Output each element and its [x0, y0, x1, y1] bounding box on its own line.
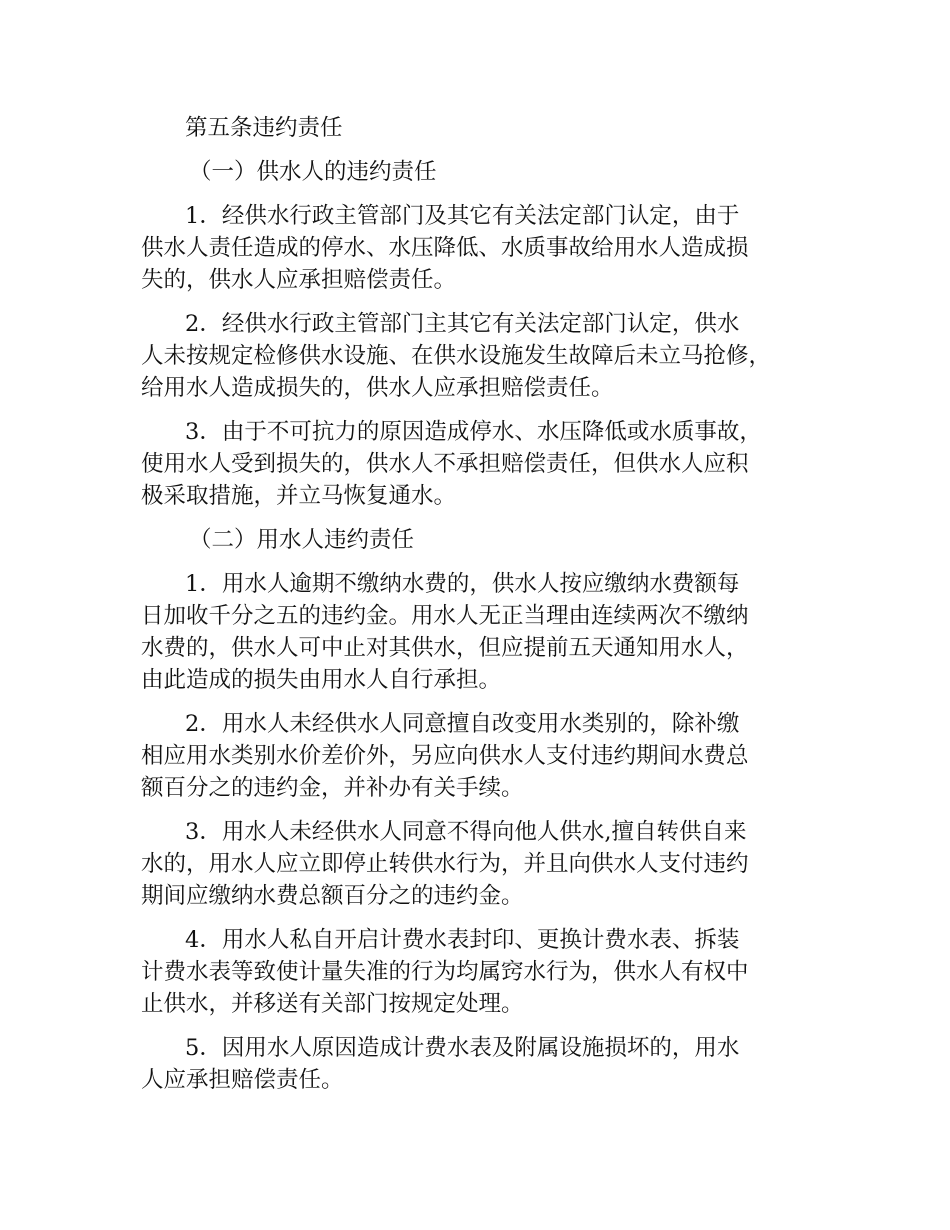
user-clause-5 — [141, 1032, 821, 1096]
clause-line: 计费水表等致使计量失准的行为均属窍水行为，供水人有权中 — [141, 959, 749, 985]
clause-line: 供水人责任造成的停水、水压降低、水质事故给用水人造成损 — [141, 235, 749, 261]
clause-line: 水费的，供水人可中止对其供水，但应提前五天通知用水人， — [141, 635, 749, 661]
clause-line: 失的，供水人应承担赔偿责任。 — [141, 267, 457, 293]
clause-line: 极采取措施，并立马恢复通水。 — [141, 483, 457, 509]
clause-line: 人应承担赔偿责任。 — [141, 1067, 344, 1093]
section-title-supplier-liability: （一）供水人的违约责任 — [189, 159, 437, 185]
user-clause-3 — [141, 816, 821, 912]
clause-line: 日加收千分之五的违约金。用水人无正当理由连续两次不缴纳 — [141, 603, 749, 629]
clause-line: 期间应缴纳水费总额百分之的违约金。 — [141, 883, 524, 909]
clause-line: 4．用水人私自开启计费水表封印、更换计费水表、拆装 — [185, 927, 740, 953]
user-clause-1 — [141, 568, 821, 696]
article-heading: 第五条违约责任 — [185, 115, 343, 141]
clause-line: 2．经供水行政主管部门主其它有关法定部门认定，供水 — [185, 311, 740, 337]
clause-line: 给用水人造成损失的，供水人应承担赔偿责任。 — [141, 375, 614, 401]
clause-line: 3．由于不可抗力的原因造成停水、水压降低或水质事故， — [185, 419, 762, 445]
supplier-clause-3 — [141, 416, 821, 512]
clause-line: 止供水，并移送有关部门按规定处理。 — [141, 991, 524, 1017]
clause-line: 额百分之的违约金，并补办有关手续。 — [141, 775, 524, 801]
user-clause-2 — [141, 708, 821, 804]
section-title-user-liability: （二）用水人违约责任 — [189, 527, 415, 553]
clause-line: 1．用水人逾期不缴纳水费的，供水人按应缴纳水费额每 — [185, 571, 740, 597]
clause-line: 使用水人受到损失的，供水人不承担赔偿责任，但供水人应积 — [141, 451, 749, 477]
clause-line: 人未按规定检修供水设施、在供水设施发生故障后未立马抢修， — [141, 343, 772, 369]
clause-line: 2．用水人未经供水人同意擅自改变用水类别的，除补缴 — [185, 711, 740, 737]
clause-line: 5．因用水人原因造成计费水表及附属设施损坏的，用水 — [185, 1035, 740, 1061]
supplier-clause-1 — [141, 200, 821, 296]
document-body — [141, 112, 821, 1108]
clause-line: 3．用水人未经供水人同意不得向他人供水,擅自转供自来 — [185, 819, 747, 845]
clause-line: 相应用水类别水价差价外，另应向供水人支付违约期间水费总 — [141, 743, 749, 769]
clause-line: 由此造成的损失由用水人自行承担。 — [141, 667, 502, 693]
user-clause-4 — [141, 924, 821, 1020]
clause-line: 1．经供水行政主管部门及其它有关法定部门认定，由于 — [185, 203, 740, 229]
supplier-clause-2 — [141, 308, 821, 404]
clause-line: 水的，用水人应立即停止转供水行为，并且向供水人支付违约 — [141, 851, 749, 877]
